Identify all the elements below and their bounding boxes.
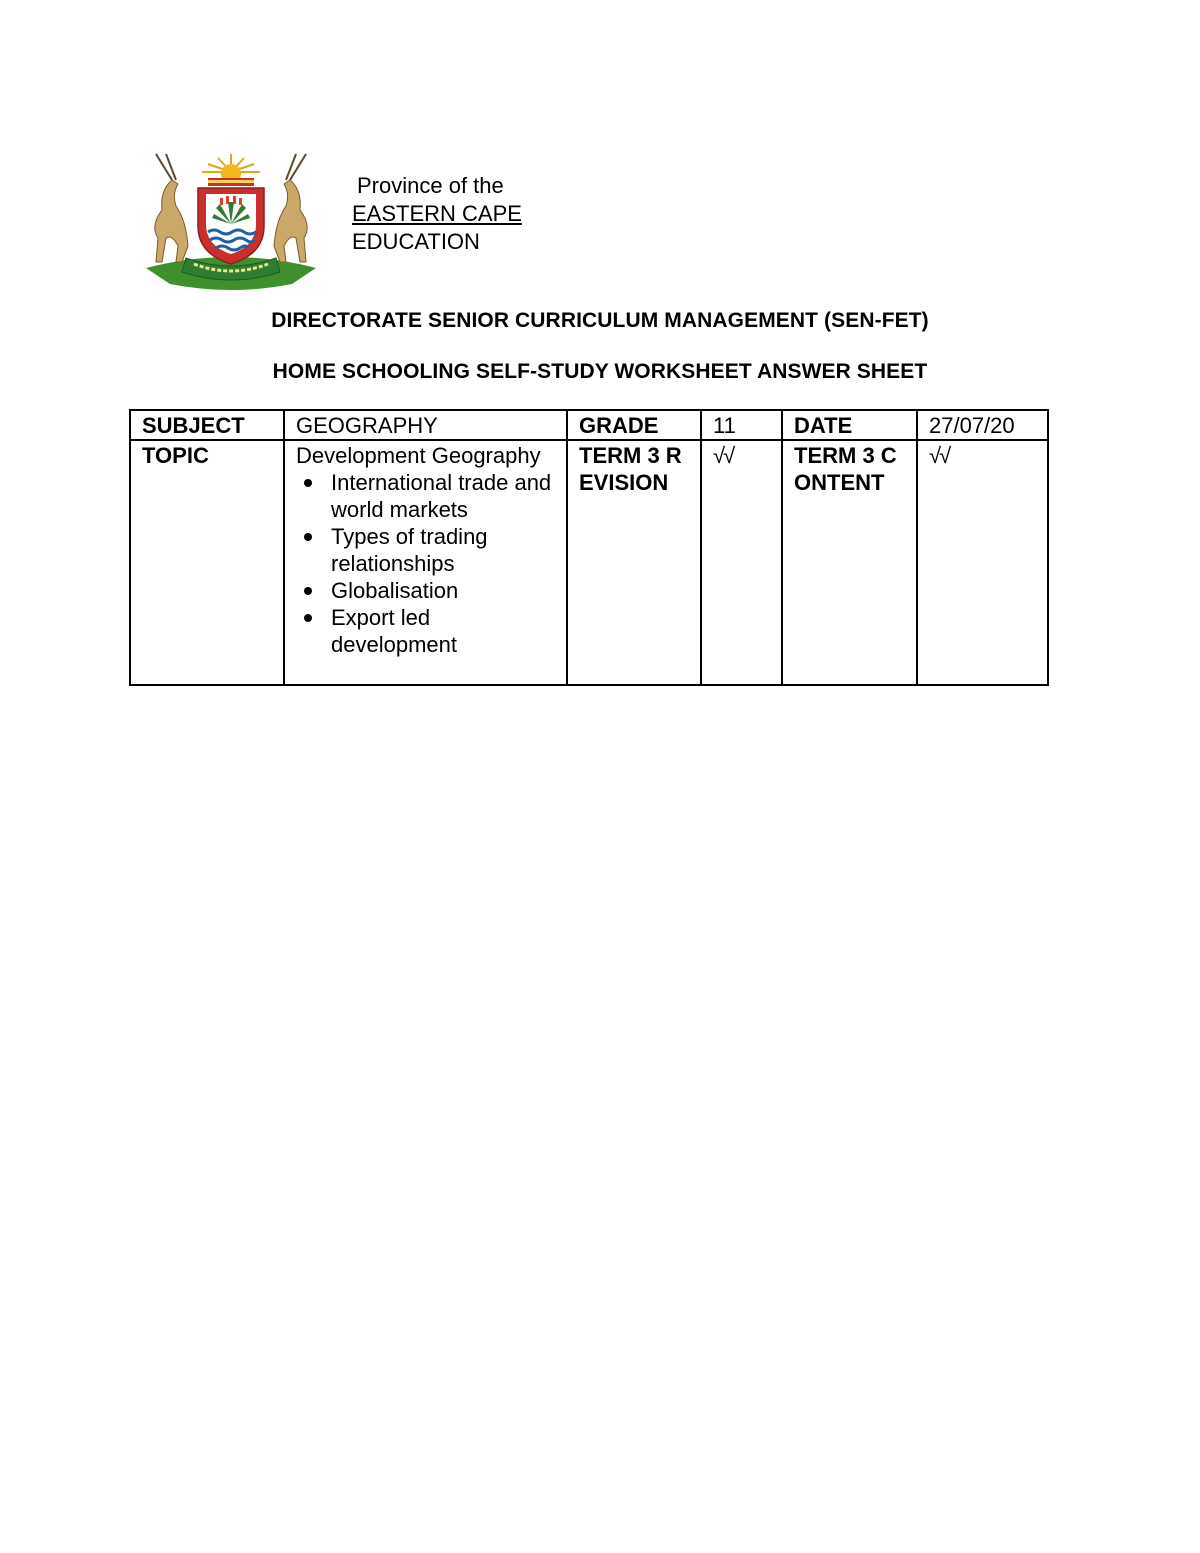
topic-cell (284, 440, 567, 685)
term-content-checkmarks: √√ (917, 440, 1048, 685)
topic-list (296, 469, 556, 658)
province-of-the-text: Province of the (357, 173, 504, 198)
date-value: 27/07/20 (917, 410, 1048, 440)
coat-of-arms-icon (142, 150, 320, 292)
term-revision-checkmarks: √√ (701, 440, 782, 685)
table-row (130, 410, 1048, 440)
topic-item: International trade and world markets (321, 469, 556, 523)
education-text: EDUCATION (352, 229, 480, 254)
topic-item: Types of trading relationships (321, 523, 556, 577)
eastern-cape-text: EASTERN CAPE (352, 201, 522, 226)
topic-item: Export led development (321, 604, 556, 658)
topic-label: TOPIC (130, 440, 284, 685)
province-block (352, 172, 522, 256)
date-label: DATE (782, 410, 917, 440)
topic-item: Globalisation (321, 577, 556, 604)
subject-label: SUBJECT (130, 410, 284, 440)
answer-sheet-heading: HOME SCHOOLING SELF-STUDY WORKSHEET ANSWER SHEET (272, 360, 928, 383)
term-content-label: TERM 3 CONTENT (782, 440, 917, 685)
subject-value: GEOGRAPHY (284, 410, 567, 440)
grade-value: 11 (701, 410, 782, 440)
term-revision-label: TERM 3 REVISION (567, 440, 701, 685)
directorate-heading: DIRECTORATE SENIOR CURRICULUM MANAGEMENT (SEN-FET) (271, 309, 929, 332)
worksheet-info-table (129, 409, 1049, 686)
table-row (130, 440, 1048, 685)
topic-title: Development Geography (296, 443, 541, 468)
grade-label: GRADE (567, 410, 701, 440)
